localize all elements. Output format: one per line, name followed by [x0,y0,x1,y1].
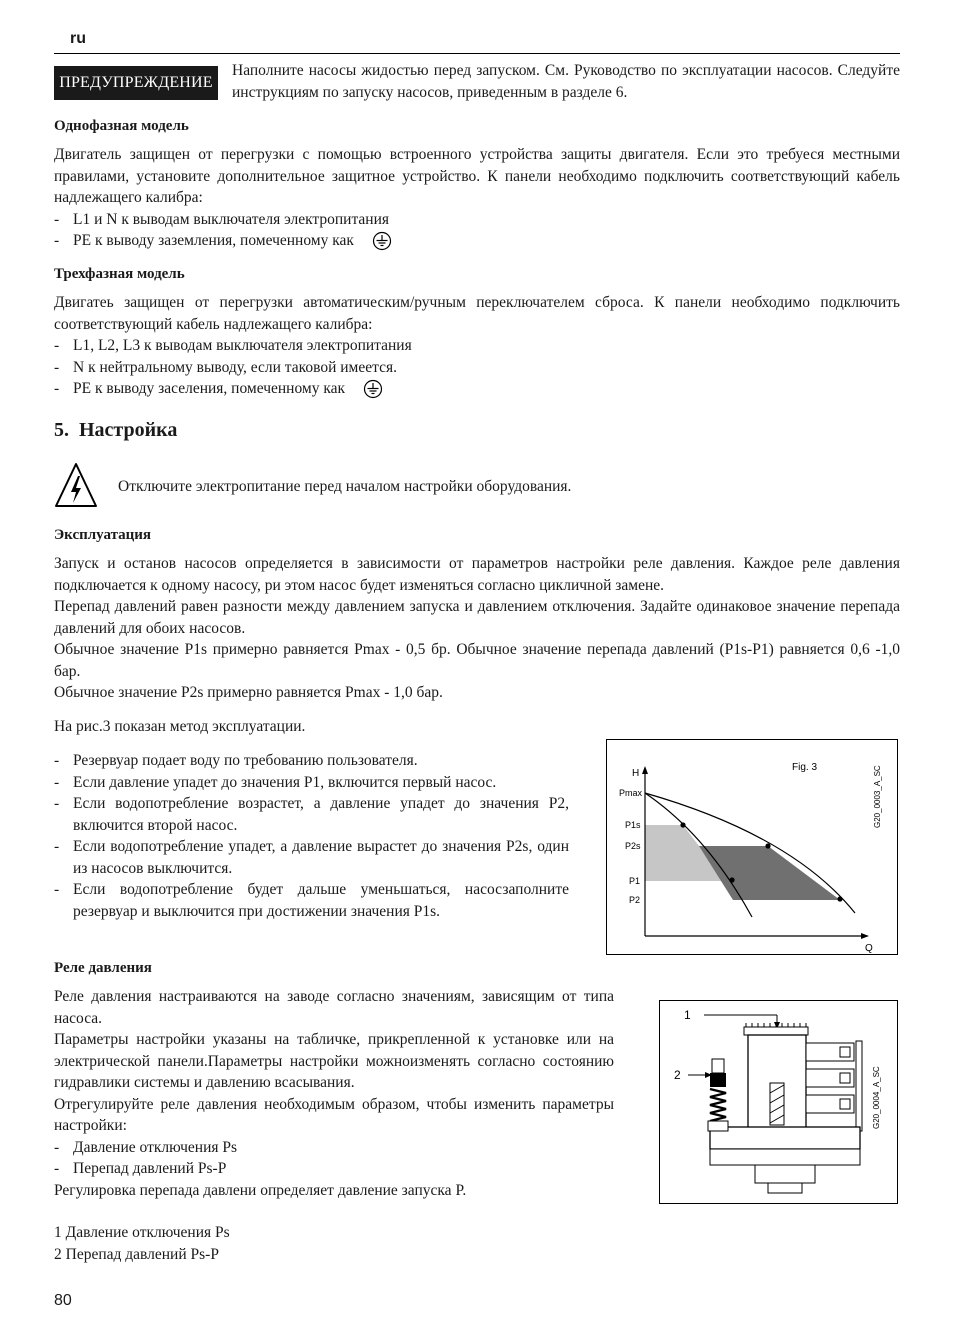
pressure-switch-section [54,986,614,1201]
paragraph: Обычное значение P2s примерно равняется Pmax - 1,0 бар. [54,684,443,701]
pressure-switch-heading: Реле давления [54,960,152,976]
list-item: - Если давление упадет до значения P1, включится первый насос. [54,773,497,791]
level-label: P2 [629,895,641,905]
section-title: 5. Настройка [54,419,178,441]
figure-code: G20_0004_A_SC [872,1066,881,1129]
paragraph: Параметры настройки указаны на табличке, прикрепленной к установке или на электрической панели.Параметры настройки можноизменять согласно состоянию гидравлики системы и давлению всасывания. [54,1031,614,1091]
pump-curve-diagram [607,740,897,954]
figure-legend [54,1222,230,1265]
operation-list [54,750,569,922]
three-phase-section [54,292,900,400]
legend-item: 2 Перепад давлений Ps-P [54,1245,219,1263]
list-item: - Если водопотребление упадет, а давление вырастет до значения P2s, один из насосов выключится. [54,838,569,877]
list-item: - PE к выводу заземления, помеченному как [54,230,900,252]
page-number: 80 [54,1292,72,1309]
legend-item: 1 Давление отключения Ps [54,1224,230,1241]
single-phase-text: Двигатель защищен от перегрузки с помощью встроенного устройства защиты двигателя. Если это требуеся местными правилами, установите дополнительное защитное устройство. К панели необходимо подключить соответствующий кабель надлежащего калибра: [54,146,900,206]
paragraph: Перепад давлений равен разности между давлением запуска и давлением отключения. Задайте одинаковое значение перепада давлений для обоих насосов. [54,598,900,637]
three-phase-heading: Трехфазная модель [54,266,185,282]
list-item: - L1, L2, L3 к выводам выключателя электропитания [54,337,412,354]
single-phase-heading: Однофазная модель [54,118,189,134]
shaded-region-dark [699,846,840,900]
warning-label: ПРЕДУПРЕЖДЕНИЕ [54,66,218,100]
ground-symbol-icon [372,231,392,251]
list-item: - Резервуар подает воду по требованию пользователя. [54,752,418,769]
level-label: P1s [625,820,641,830]
list-item: - PE к выводу заселения, помеченному как [54,378,900,400]
warning-text: Наполните насосы жидостью перед запуском. См. Руководство по эксплуатации насосов. Следуйте инструкциям по запуску насосов, приведенным в разделе 6. [232,62,900,101]
pressure-switch-drawing [660,1001,897,1203]
x-axis-label: Q [865,943,873,954]
figure-label: Fig. 3 [792,762,818,773]
electric-hazard-icon [54,462,98,508]
callout-1: 1 [684,1008,691,1022]
list-item: - Давление отключения Ps [54,1138,238,1156]
list-item: - Если водопотребление будет дальше уменьшаться, насосзаполните резервуар и выключится при достижении значения P1s. [54,881,569,920]
callout-2: 2 [674,1068,681,1082]
operation-paragraphs [54,553,900,704]
list-item: - N к нейтральному выводу, если таковой имеется. [54,358,397,376]
paragraph: Запуск и останов насосов определяется в зависимости от параметров настройки реле давления. Каждое реле давления подключается к одному насосу, ри этом насос будет изменяться согласно цикличной замене. [54,555,900,594]
list-item: - Если водопотребление возрастет, а давление упадет до значения P2, включится второй насос. [54,795,569,834]
figure-3 [606,739,898,955]
paragraph: Отрегулируйте реле давления необходимым образом, чтобы изменить параметры настройки: [54,1095,614,1134]
paragraph: Регулировка перепада давлени определяет давление запуска P. [54,1181,467,1199]
danger-text: Отключите электропитание перед началом настройки оборудования. [118,478,572,495]
list-item: - Перепад давлений Ps-P [54,1160,227,1177]
paragraph: Обычное значение P1s примерно равняется Pmax - 0,5 бр. Обычное значение перепада давлений (P1s-P1) равняется 0,6 -1,0 бар. [54,641,900,680]
operation-heading: Эксплуатация [54,527,152,543]
header-rule [54,53,900,54]
language-code: ru [70,30,86,47]
y-axis-label: H [632,768,640,779]
three-phase-text: Двигатеь защищен от перегрузки автоматическим/ручным переключателем сброса. К панели необходимо подключить соответствующий кабель надлежащего калибра: [54,294,900,333]
level-label: Pmax [619,788,643,798]
level-label: P1 [629,876,641,886]
figure-code: G20_0003_A_SC [873,765,882,828]
paragraph: Реле давления настраиваются на заводе согласно значениям, зависящим от типа насоса. [54,988,614,1027]
list-item: - L1 и N к выводам выключателя электропитания [54,210,390,228]
ground-symbol-icon [363,379,383,399]
level-label: P2s [625,841,641,851]
fig-reference: На рис.3 показан метод эксплуатации. [54,718,306,735]
figure-4 [659,1000,898,1204]
single-phase-section [54,144,900,252]
